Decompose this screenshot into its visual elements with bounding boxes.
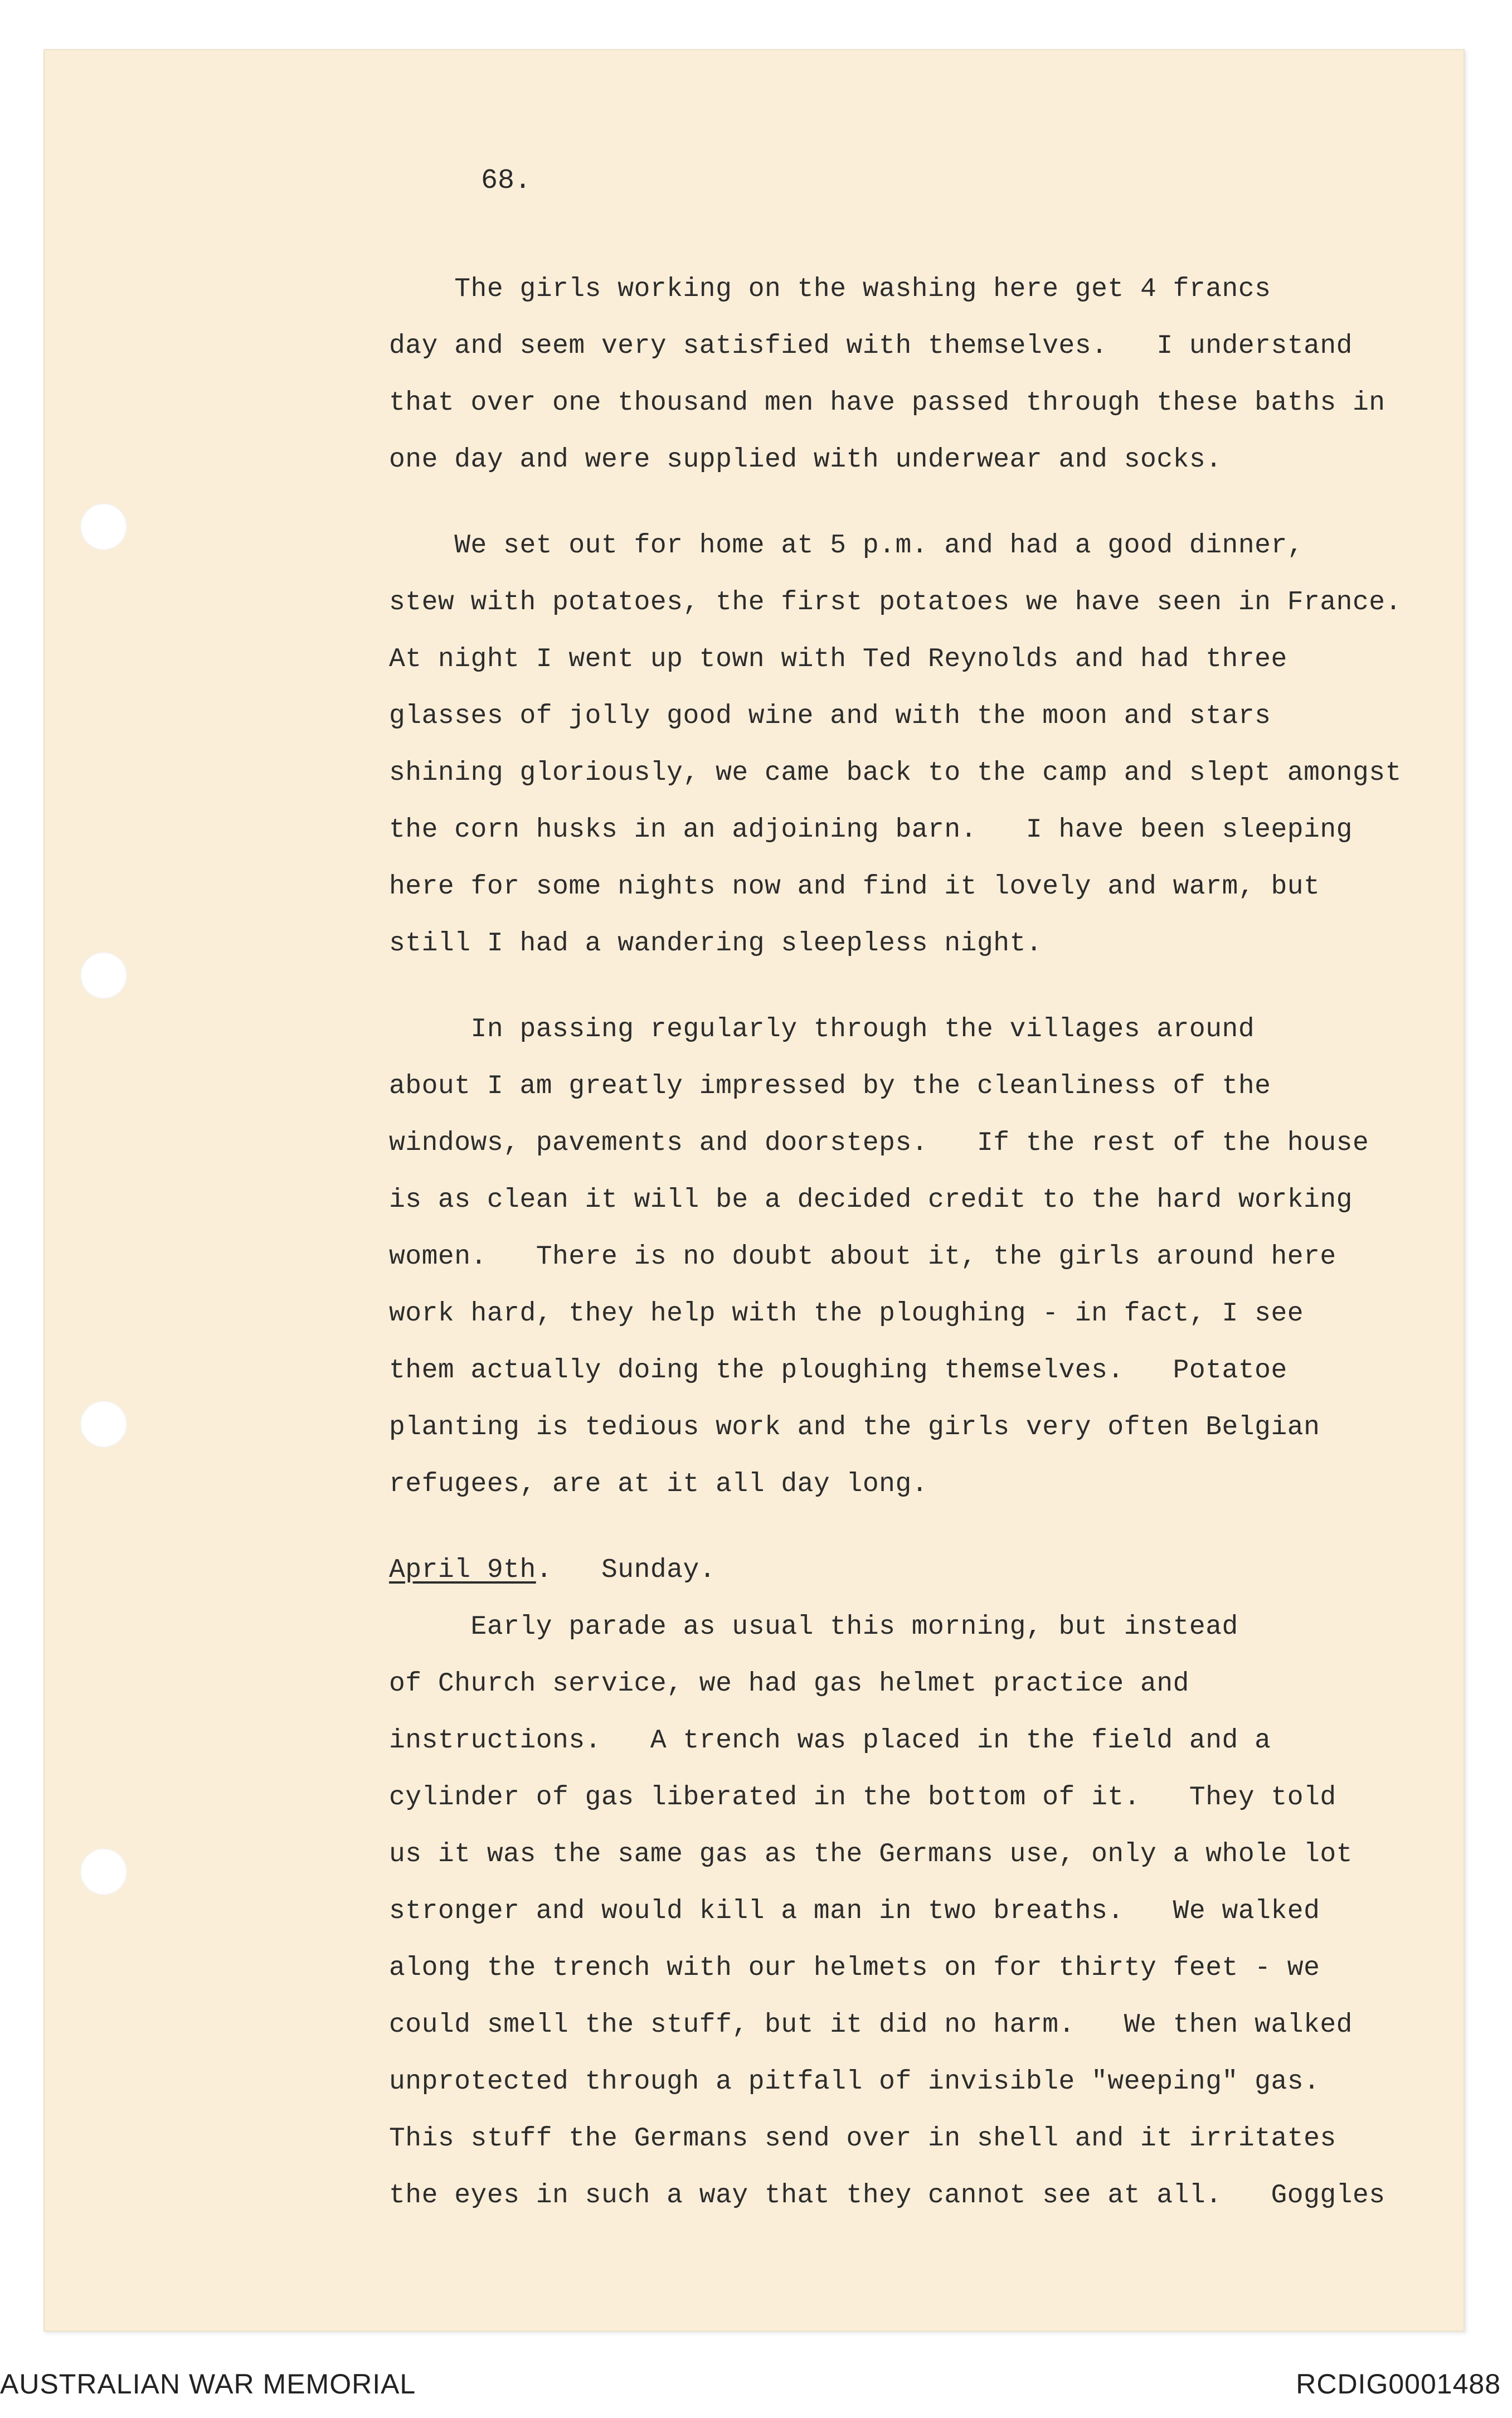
text-line: The girls working on the washing here get 4 francs xyxy=(389,274,1271,304)
text-line: At night I went up town with Ted Reynolds and had three xyxy=(389,644,1287,674)
text-line: here for some nights now and find it lovely and warm, but xyxy=(389,872,1320,902)
text-line: work hard, they help with the ploughing - in fact, I see xyxy=(389,1299,1304,1329)
text-line: In passing regularly through the villages around xyxy=(389,1014,1255,1045)
text-line: windows, pavements and doorsteps. If the rest of the house xyxy=(389,1128,1369,1158)
text-line: day and seem very satisfied with themselves. I understand xyxy=(389,331,1353,361)
typed-text xyxy=(389,261,1492,2253)
text-line: one day and were supplied with underwear and socks. xyxy=(389,445,1222,475)
paragraph xyxy=(389,1001,1492,1513)
text-line: shining gloriously, we came back to the camp and slept amongst xyxy=(389,758,1402,788)
text-line: about I am greatly impressed by the cleanliness of the xyxy=(389,1071,1271,1101)
paragraph xyxy=(389,517,1492,972)
text-line: cylinder of gas liberated in the bottom of it. They told xyxy=(389,1783,1336,1813)
text-line: We set out for home at 5 p.m. and had a good dinner, xyxy=(389,531,1304,561)
entry-day: . Sunday. xyxy=(536,1555,716,1585)
text-line: along the trench with our helmets on for thirty feet - we xyxy=(389,1953,1320,1983)
text-line: instructions. A trench was placed in the field and a xyxy=(389,1726,1271,1756)
punch-hole xyxy=(80,1848,127,1895)
entry-date: April 9th xyxy=(389,1555,536,1585)
text-line: that over one thousand men have passed through these baths in xyxy=(389,388,1385,418)
text-line: could smell the stuff, but it did no harm. We then walked xyxy=(389,2010,1353,2040)
text-line: unprotected through a pitfall of invisible "weeping" gas. xyxy=(389,2067,1320,2097)
text-line: them actually doing the ploughing themselves. Potatoe xyxy=(389,1356,1287,1386)
punch-hole xyxy=(80,1401,127,1448)
text-line: still I had a wandering sleepless night. xyxy=(389,929,1043,959)
text-line: Early parade as usual this morning, but instead xyxy=(389,1612,1238,1642)
text-line: of Church service, we had gas helmet practice and xyxy=(389,1669,1189,1699)
page-number: 68. xyxy=(480,165,531,197)
text-line: refugees, are at it all day long. xyxy=(389,1469,928,1499)
footer-record-id: RCDIG0001488 xyxy=(1296,2368,1501,2400)
text-line: the corn husks in an adjoining barn. I have been sleeping xyxy=(389,815,1353,845)
punch-hole xyxy=(80,503,127,550)
text-line: is as clean it will be a decided credit to the hard working xyxy=(389,1185,1353,1215)
text-line: women. There is no doubt about it, the girls around here xyxy=(389,1242,1336,1272)
entry-heading xyxy=(389,1542,1492,1599)
text-line: the eyes in such a way that they cannot see at all. Goggles xyxy=(389,2181,1385,2211)
text-line: us it was the same gas as the Germans use, only a whole lot xyxy=(389,1839,1353,1870)
text-line: planting is tedious work and the girls very often Belgian xyxy=(389,1412,1320,1443)
text-line: stew with potatoes, the first potatoes we have seen in France. xyxy=(389,587,1402,618)
footer-institution: AUSTRALIAN WAR MEMORIAL xyxy=(0,2368,416,2400)
document-page xyxy=(43,49,1465,2332)
punch-hole xyxy=(80,952,127,999)
text-line: glasses of jolly good wine and with the moon and stars xyxy=(389,701,1271,731)
text-line: This stuff the Germans send over in shell and it irritates xyxy=(389,2124,1336,2154)
text-line: stronger and would kill a man in two breaths. We walked xyxy=(389,1896,1320,1926)
diary-entry xyxy=(389,1542,1492,2224)
paragraph xyxy=(389,261,1492,488)
